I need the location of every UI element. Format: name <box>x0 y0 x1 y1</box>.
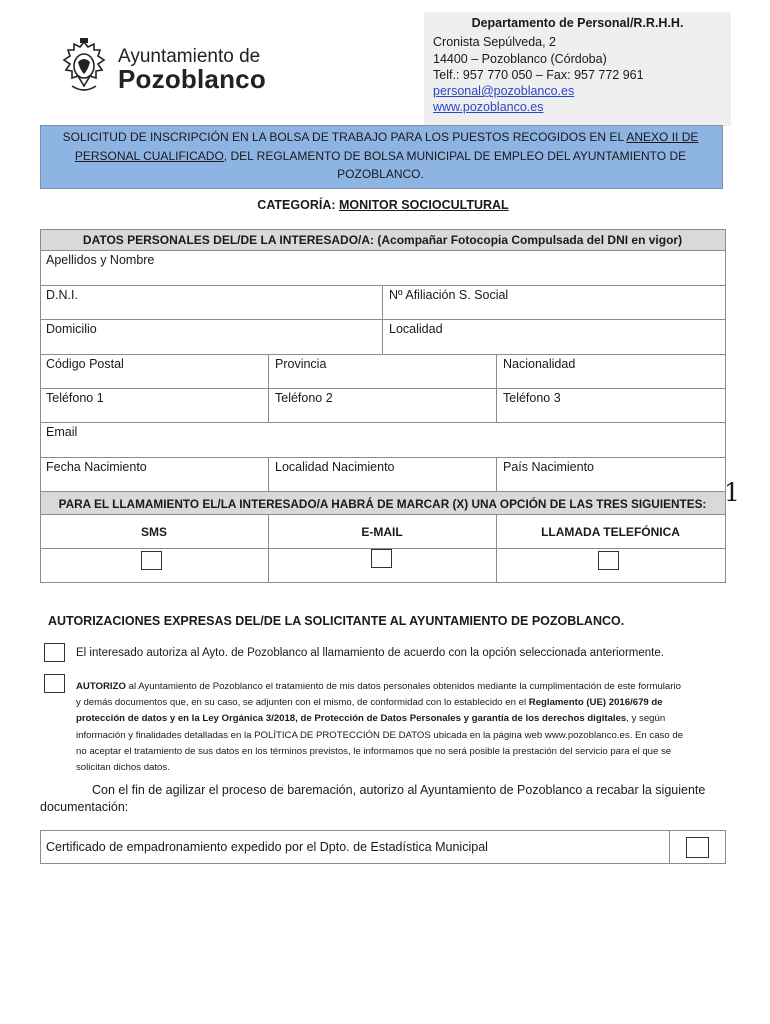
option-sms-checkbox[interactable] <box>141 551 162 570</box>
certificate-label: Certificado de empadronamiento expedido por el Dpto. de Estadística Municipal <box>46 840 488 854</box>
field-apellidos[interactable]: Apellidos y Nombre <box>46 253 155 267</box>
field-telefono-1[interactable]: Teléfono 1 <box>46 391 104 405</box>
field-afiliacion[interactable]: Nº Afiliación S. Social <box>389 288 509 302</box>
field-provincia[interactable]: Provincia <box>275 357 327 371</box>
category-value: MONITOR SOCIOCULTURAL <box>339 198 509 212</box>
field-telefono-2[interactable]: Teléfono 2 <box>275 391 333 405</box>
request-title-annex: ANEXO II DE PERSONAL CUALIFICADO <box>74 130 699 163</box>
field-email[interactable]: Email <box>46 425 78 439</box>
field-pais-nacimiento[interactable]: País Nacimiento <box>503 460 595 474</box>
option-email-label: E-MAIL <box>361 525 403 539</box>
department-title: Departamento de Personal/R.R.H.H. <box>471 16 684 30</box>
page-number: 1 <box>724 478 740 507</box>
auth-call-text: El interesado autoriza al Ayto. de Pozoblanco al llamamiento de acuerdo con la opción seleccionada anteriormente. <box>76 647 664 659</box>
department-email-link[interactable]: personal@pozoblanco.es <box>433 84 575 98</box>
auth-data-regulation: Reglamento (UE) 2016/679 de protección de datos y en la Ley Orgánica 3/2018, de Protección de Datos Personales y garantía de los derechos digitales <box>76 697 663 725</box>
department-city: 14400 – Pozoblanco (Córdoba) <box>433 52 607 66</box>
field-fecha-nacimiento[interactable]: Fecha Nacimiento <box>46 460 147 474</box>
contact-option-heading: PARA EL LLAMAMIENTO EL/LA INTERESADO/A HABRÁ DE MARCAR (X) UNA OPCIÓN DE LAS TRES SIGUIENTES: <box>58 497 707 511</box>
certificate-checkbox[interactable] <box>686 837 709 858</box>
option-llamada-checkbox[interactable] <box>598 551 619 570</box>
logo-line2: Pozoblanco <box>118 64 266 94</box>
auth-data-checkbox[interactable] <box>44 674 65 693</box>
auth-data-part1: al Ayuntamiento de Pozoblanco el tratamiento de mis datos personales obtenidos mediante la cumplimentación de este formulario y demás documentos que, en su caso, se adjunten con el mismo, de conformidad con lo establecido en el <box>76 681 681 709</box>
department-web-link[interactable]: www.pozoblanco.es <box>433 100 544 114</box>
option-llamada-label: LLAMADA TELEFÓNICA <box>541 525 680 539</box>
baremacion-paragraph: Con el fin de agilizar el proceso de baremación, autorizo al Ayuntamiento de Pozoblanco a recabar la siguiente documentación: <box>40 783 706 814</box>
auth-data-autorizo: AUTORIZO <box>76 681 126 692</box>
auth-data-part2: , y según información y finalidades detalladas en la POLÍTICA DE PROTECCIÓN DE DATOS ubicada en la página web www.pozoblanco.es. En caso de no aceptar el tratamiento de sus datos en los términos previstos, le informamos que no será posible la prestación del servicio para el que se solicitan dichos datos. <box>76 713 684 774</box>
option-sms-label: SMS <box>140 525 167 539</box>
request-title <box>60 128 701 184</box>
category <box>40 198 726 212</box>
personal-data-heading: DATOS PERSONALES DEL/DE LA INTERESADO/A: (Acompañar Fotocopia Compulsada del DNI en vigor) <box>82 233 683 247</box>
category-label: CATEGORÍA: <box>257 198 340 212</box>
coat-of-arms-icon <box>58 38 110 94</box>
field-codigo-postal[interactable]: Código Postal <box>46 357 124 371</box>
field-nacionalidad[interactable]: Nacionalidad <box>503 357 576 371</box>
logo-line1: Ayuntamiento de <box>118 46 261 67</box>
field-localidad[interactable]: Localidad <box>389 322 443 336</box>
department-phone: Telf.: 957 770 050 – Fax: 957 772 961 <box>433 68 644 82</box>
field-localidad-nacimiento[interactable]: Localidad Nacimiento <box>275 460 395 474</box>
auth-call-checkbox[interactable] <box>44 643 65 662</box>
authorizations-title: AUTORIZACIONES EXPRESAS DEL/DE LA SOLICITANTE AL AYUNTAMIENTO DE POZOBLANCO. <box>48 614 625 628</box>
department-address: Cronista Sepúlveda, 2 <box>433 35 556 49</box>
field-telefono-3[interactable]: Teléfono 3 <box>503 391 561 405</box>
request-title-part3: , DEL REGLAMENTO DE BOLSA MUNICIPAL DE EMPLEO DEL AYUNTAMIENTO DE POZOBLANCO. <box>223 148 687 181</box>
field-domicilio[interactable]: Domicilio <box>46 322 97 336</box>
request-title-part1: SOLICITUD DE INSCRIPCIÓN EN LA BOLSA DE TRABAJO PARA LOS PUESTOS RECOGIDOS EN EL <box>62 130 627 144</box>
option-email-checkbox[interactable] <box>371 549 392 568</box>
auth-data-text <box>76 679 686 776</box>
field-dni[interactable]: D.N.I. <box>46 288 78 302</box>
